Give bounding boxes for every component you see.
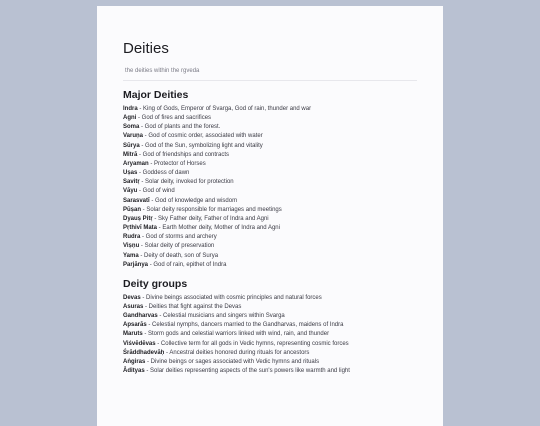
list-item <box>123 340 417 349</box>
deity-name: Yama <box>123 252 139 259</box>
deity-name: Ādityas <box>123 368 145 375</box>
list-item <box>123 233 417 242</box>
deity-description: - God of storms and archery <box>140 234 217 241</box>
list-item <box>123 132 417 141</box>
deity-name: Mitrā <box>123 151 138 158</box>
list-item <box>123 303 417 312</box>
list-item <box>123 160 417 169</box>
deity-description: - King of Gods, Emperor of Svarga, God of rain, thunder and war <box>137 106 312 112</box>
list-item <box>123 105 417 114</box>
deity-description: - Deity of death, son of Surya <box>138 252 219 259</box>
deity-description: - Divine beings or sages associated with Vedic hymns and rituals <box>145 358 320 365</box>
deity-name: Vāyu <box>123 188 138 195</box>
deity-name: Aṅgiras <box>123 358 146 365</box>
deity-name: Pūṣan <box>123 206 142 213</box>
deity-name: Uṣas <box>123 170 138 177</box>
section-heading-deity-groups: Deity groups <box>123 277 188 290</box>
deity-name: Aryaman <box>123 160 149 167</box>
deity-description: - Sky Father deity, Father of Indra and Agni <box>152 215 269 222</box>
list-item <box>123 169 417 178</box>
deity-name: Maruts <box>123 331 143 338</box>
deity-name: Viśvēdēvas <box>123 340 156 347</box>
list-item <box>123 151 417 160</box>
list-item <box>123 178 417 187</box>
list-item <box>123 142 417 151</box>
deity-description: - Celestial musicians and singers within Svarga <box>157 313 285 320</box>
list-item <box>123 312 417 321</box>
list-item <box>123 321 417 330</box>
deity-description: - God of wind <box>137 188 175 195</box>
deity-description: - God of cosmic order, associated with water <box>143 133 263 140</box>
deity-description: - Storm gods and celestial warriors linked with wind, rain, and thunder <box>142 331 330 338</box>
deity-description: - Ancestral deities honored during rituals for ancestors <box>164 349 310 356</box>
deity-name: Soma <box>123 124 140 131</box>
deity-name: Rudra <box>123 234 141 241</box>
deity-name: Indra <box>123 106 138 112</box>
deity-description: - God of rain, epithet of Indra <box>148 261 227 268</box>
deity-description: - Earth Mother deity, Mother of Indra and Agni <box>157 225 280 232</box>
deity-name: Asuras <box>123 303 144 310</box>
deity-description: - Collective term for all gods in Vedic hymns, representing cosmic forces <box>155 340 349 347</box>
list-item <box>123 206 417 215</box>
list-item <box>123 261 417 270</box>
page-subtitle: the deities within the rgveda <box>125 68 200 74</box>
deity-description: - Protector of Horses <box>148 160 206 167</box>
deity-name: Śrāddhadevāḥ <box>123 349 165 356</box>
list-item <box>123 252 417 261</box>
list-item <box>123 242 417 251</box>
deity-name: Gandharvas <box>123 313 158 320</box>
deity-name: Savitṛ <box>123 179 140 186</box>
deity-name: Apsarās <box>123 322 147 329</box>
list-item <box>123 215 417 224</box>
divider <box>123 80 417 81</box>
deity-description: - Solar deity of preservation <box>139 243 215 250</box>
list-item <box>123 123 417 132</box>
list-item <box>123 349 417 358</box>
deity-description: - Celestial nymphs, dancers married to the Gandharvas, maidens of Indra <box>146 322 344 329</box>
deity-description: - Solar deities representing aspects of the sun's powers like warmth and light <box>144 368 350 375</box>
list-item <box>123 224 417 233</box>
deity-description: - Solar deity responsible for marriages and meetings <box>141 206 282 213</box>
list-item <box>123 294 417 303</box>
list-item <box>123 187 417 196</box>
document-page <box>97 6 443 426</box>
deity-description: - Divine beings associated with cosmic principles and natural forces <box>140 294 322 301</box>
deity-name: Agni <box>123 115 137 122</box>
deity-description: - Goddess of dawn <box>137 170 190 177</box>
deity-groups-list <box>123 294 417 376</box>
list-item <box>123 330 417 339</box>
page-title: Deities <box>123 40 169 57</box>
deity-description: - God of fires and sacrifices <box>136 115 212 122</box>
major-deities-list <box>123 105 417 270</box>
deity-description: - Solar deity, invoked for protection <box>139 179 234 186</box>
deity-description: - God of friendships and contracts <box>137 151 230 158</box>
deity-description: - God of plants and the forest. <box>139 124 221 131</box>
deity-name: Parjānya <box>123 261 149 268</box>
deity-name: Sūrya <box>123 142 140 149</box>
list-item <box>123 197 417 206</box>
deity-name: Sarasvatī <box>123 197 150 204</box>
section-heading-major-deities: Major Deities <box>123 89 189 101</box>
deity-description: - Deities that fight against the Devas <box>143 303 242 310</box>
deity-name: Viṣṇu <box>123 243 140 250</box>
deity-name: Devas <box>123 294 141 301</box>
list-item <box>123 367 417 376</box>
deity-name: Pṛthivī Mata <box>123 225 158 232</box>
deity-description: - God of knowledge and wisdom <box>149 197 238 204</box>
list-item <box>123 358 417 367</box>
deity-name: Varuṇa <box>123 133 144 140</box>
deity-name: Dyauṣ Pitṛ <box>123 215 153 222</box>
deity-description: - God of the Sun, symbolizing light and vitality <box>139 142 263 149</box>
list-item <box>123 114 417 123</box>
